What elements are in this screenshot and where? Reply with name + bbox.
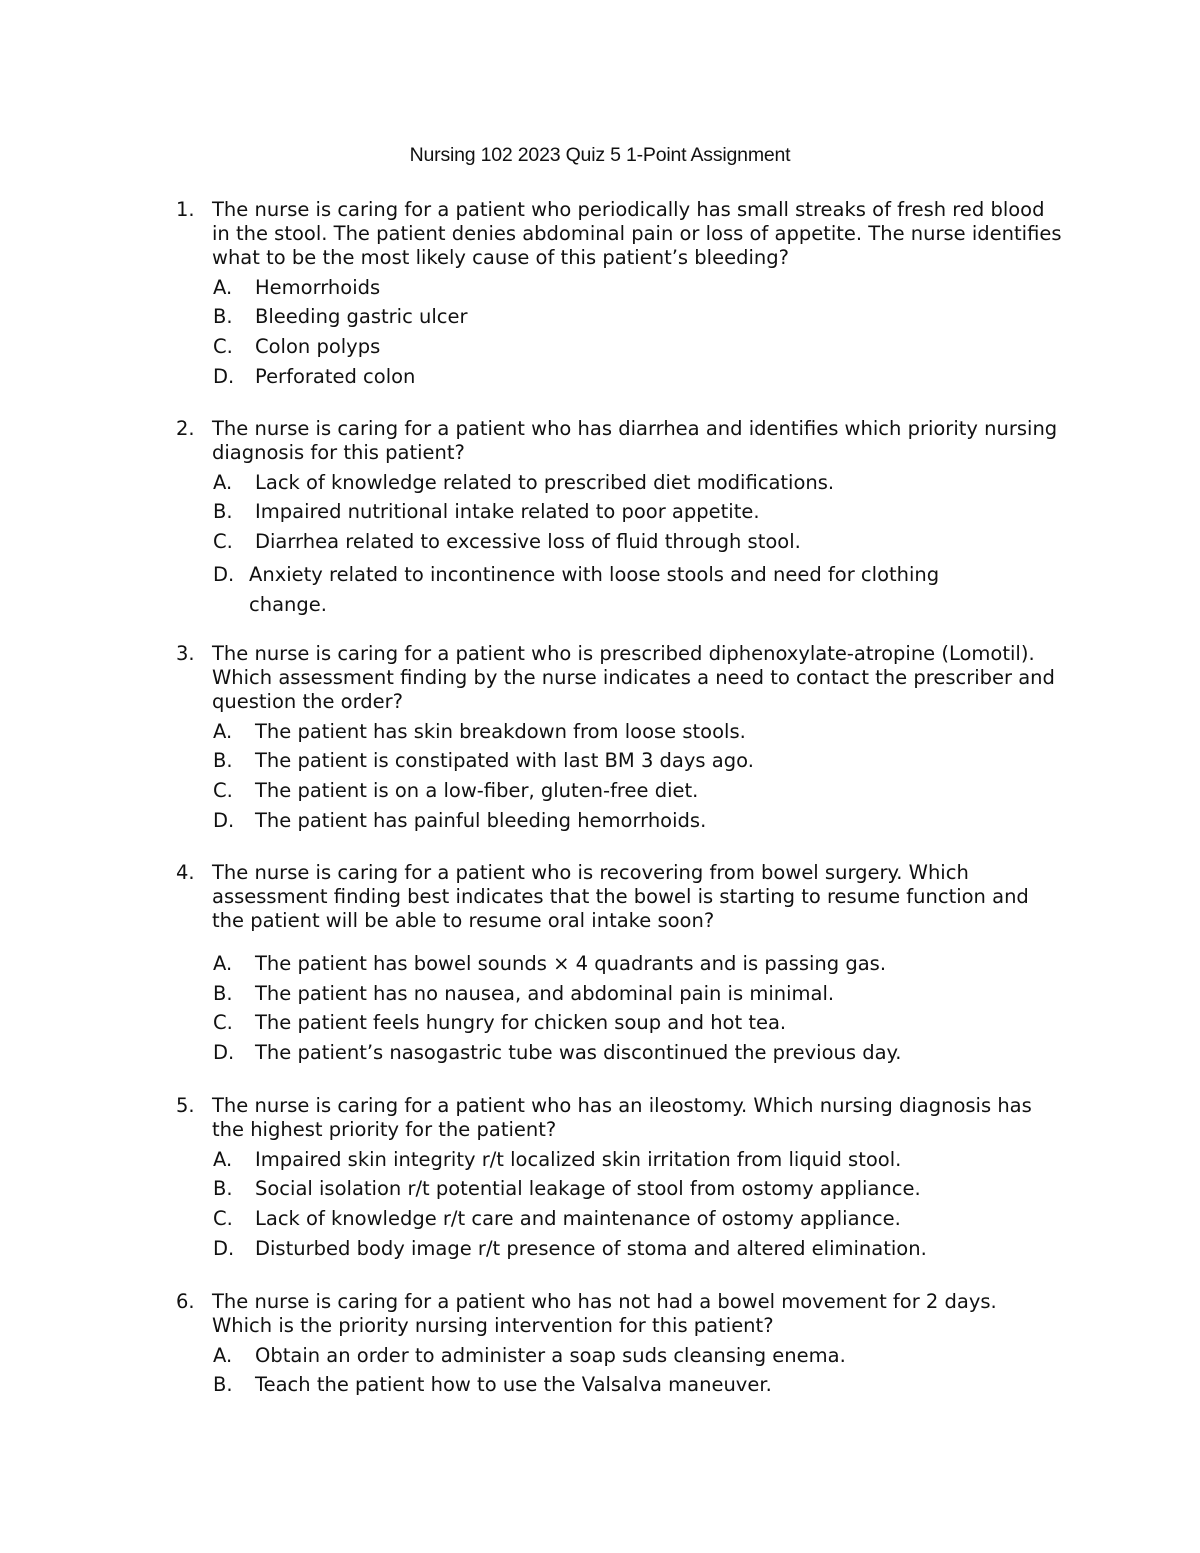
option-c bbox=[176, 779, 1076, 803]
option-label: A. bbox=[213, 952, 233, 975]
option-list bbox=[176, 720, 1076, 833]
option-list bbox=[176, 471, 1076, 620]
option-d bbox=[176, 1237, 1076, 1261]
option-text: Hemorrhoids bbox=[255, 275, 381, 299]
option-text: Obtain an order to administer a soap suds cleansing enema. bbox=[255, 1343, 846, 1367]
question-2 bbox=[176, 417, 1076, 620]
option-label: C. bbox=[213, 335, 233, 359]
option-text: Lack of knowledge r/t care and maintenance of ostomy appliance. bbox=[255, 1207, 901, 1231]
question-1 bbox=[176, 198, 1076, 389]
option-a bbox=[176, 1344, 1076, 1368]
option-text: Impaired skin integrity r/t localized skin irritation from liquid stool. bbox=[255, 1147, 902, 1171]
option-text: Social isolation r/t potential leakage of stool from ostomy appliance. bbox=[255, 1177, 921, 1201]
question-number: 4. bbox=[176, 861, 195, 884]
option-a bbox=[176, 471, 1076, 495]
option-list bbox=[176, 952, 1076, 1065]
option-b bbox=[176, 1373, 1076, 1397]
option-c bbox=[176, 530, 1076, 554]
question-number: 6. bbox=[176, 1290, 195, 1313]
option-b bbox=[176, 749, 1076, 773]
option-text: Anxiety related to incontinence with loose stools and need for clothing change. bbox=[249, 562, 940, 616]
question-text: The nurse is caring for a patient who is prescribed diphenoxylate-atropine (Lomotil). Which assessment finding by the nurse indicates a need to contact the prescriber and question the order? bbox=[212, 642, 1055, 713]
question-number: 3. bbox=[176, 642, 195, 665]
option-label: A. bbox=[213, 275, 233, 299]
option-d bbox=[176, 560, 1076, 620]
option-label: B. bbox=[213, 981, 233, 1005]
option-text: The patient’s nasogastric tube was discontinued the previous day. bbox=[255, 1041, 902, 1065]
option-list bbox=[176, 1344, 1076, 1398]
question-3 bbox=[176, 642, 1076, 833]
question-5 bbox=[176, 1094, 1076, 1261]
question-4 bbox=[176, 861, 1076, 1065]
option-c bbox=[176, 335, 1076, 359]
option-a bbox=[176, 1148, 1076, 1172]
option-text: The patient has no nausea, and abdominal pain is minimal. bbox=[255, 981, 835, 1005]
option-c bbox=[176, 1207, 1076, 1231]
option-text: Disturbed body image r/t presence of stoma and altered elimination. bbox=[255, 1236, 927, 1260]
option-label: C. bbox=[213, 530, 233, 554]
option-label: B. bbox=[213, 1177, 233, 1201]
option-a bbox=[176, 952, 1076, 976]
option-b bbox=[176, 305, 1076, 329]
option-text: Bleeding gastric ulcer bbox=[255, 305, 468, 329]
option-text: The patient feels hungry for chicken soup and hot tea. bbox=[255, 1011, 787, 1035]
option-label: A. bbox=[213, 1147, 233, 1171]
option-list bbox=[176, 276, 1076, 389]
option-label: B. bbox=[213, 1373, 233, 1397]
option-label: C. bbox=[213, 1207, 233, 1231]
option-b bbox=[176, 982, 1076, 1006]
option-text: Colon polyps bbox=[255, 335, 381, 359]
document-title: Nursing 102 2023 Quiz 5 1-Point Assignment bbox=[409, 144, 791, 166]
option-label: C. bbox=[213, 779, 233, 803]
question-text: The nurse is caring for a patient who has an ileostomy. Which nursing diagnosis has the highest priority for the patient? bbox=[212, 1094, 1032, 1141]
question-number: 2. bbox=[176, 417, 195, 440]
option-text: The patient has painful bleeding hemorrhoids. bbox=[255, 808, 707, 832]
option-text: Teach the patient how to use the Valsalva maneuver. bbox=[255, 1373, 772, 1397]
option-a bbox=[176, 720, 1076, 744]
question-6 bbox=[176, 1290, 1076, 1397]
option-text: The patient is constipated with last BM 3 days ago. bbox=[255, 749, 754, 773]
option-text: The patient has bowel sounds × 4 quadrants and is passing gas. bbox=[255, 952, 887, 975]
option-label: A. bbox=[213, 470, 233, 494]
option-label: A. bbox=[213, 719, 233, 743]
option-label: D. bbox=[213, 1041, 235, 1065]
option-text: The patient has skin breakdown from loose stools. bbox=[255, 719, 746, 743]
option-label: B. bbox=[213, 500, 233, 524]
option-text: The patient is on a low-fiber, gluten-free diet. bbox=[255, 779, 699, 803]
option-a bbox=[176, 276, 1076, 300]
option-label: B. bbox=[213, 749, 233, 773]
option-label: D. bbox=[213, 1236, 235, 1260]
option-label: D. bbox=[213, 364, 235, 388]
option-d bbox=[176, 365, 1076, 389]
option-d bbox=[176, 1041, 1076, 1065]
option-text: Perforated colon bbox=[255, 364, 416, 388]
question-text: The nurse is caring for a patient who periodically has small streaks of fresh red blood in the stool. The patient denies abdominal pain or loss of appetite. The nurse identifies what to be the most likely cause of this patient’s bleeding? bbox=[212, 198, 1062, 269]
option-text: Diarrhea related to excessive loss of fluid through stool. bbox=[255, 530, 801, 554]
option-label: C. bbox=[213, 1011, 233, 1035]
option-text: Lack of knowledge related to prescribed diet modifications. bbox=[255, 470, 835, 494]
option-b bbox=[176, 500, 1076, 524]
option-d bbox=[176, 809, 1076, 833]
question-text: The nurse is caring for a patient who is recovering from bowel surgery. Which assessment finding best indicates that the bowel is starting to resume function and the patient will be able to resume oral intake soon? bbox=[212, 861, 1029, 932]
option-c bbox=[176, 1011, 1076, 1035]
option-label: A. bbox=[213, 1343, 233, 1367]
question-number: 1. bbox=[176, 198, 195, 221]
question-text: The nurse is caring for a patient who has diarrhea and identifies which priority nursing diagnosis for this patient? bbox=[212, 417, 1058, 464]
option-label: D. bbox=[213, 562, 235, 586]
option-list bbox=[176, 1148, 1076, 1261]
option-label: D. bbox=[213, 808, 235, 832]
question-text: The nurse is caring for a patient who has not had a bowel movement for 2 days. Which is the priority nursing intervention for this patient? bbox=[212, 1290, 997, 1337]
question-number: 5. bbox=[176, 1094, 195, 1117]
option-text: Impaired nutritional intake related to poor appetite. bbox=[255, 500, 760, 524]
option-label: B. bbox=[213, 305, 233, 329]
option-b bbox=[176, 1177, 1076, 1201]
